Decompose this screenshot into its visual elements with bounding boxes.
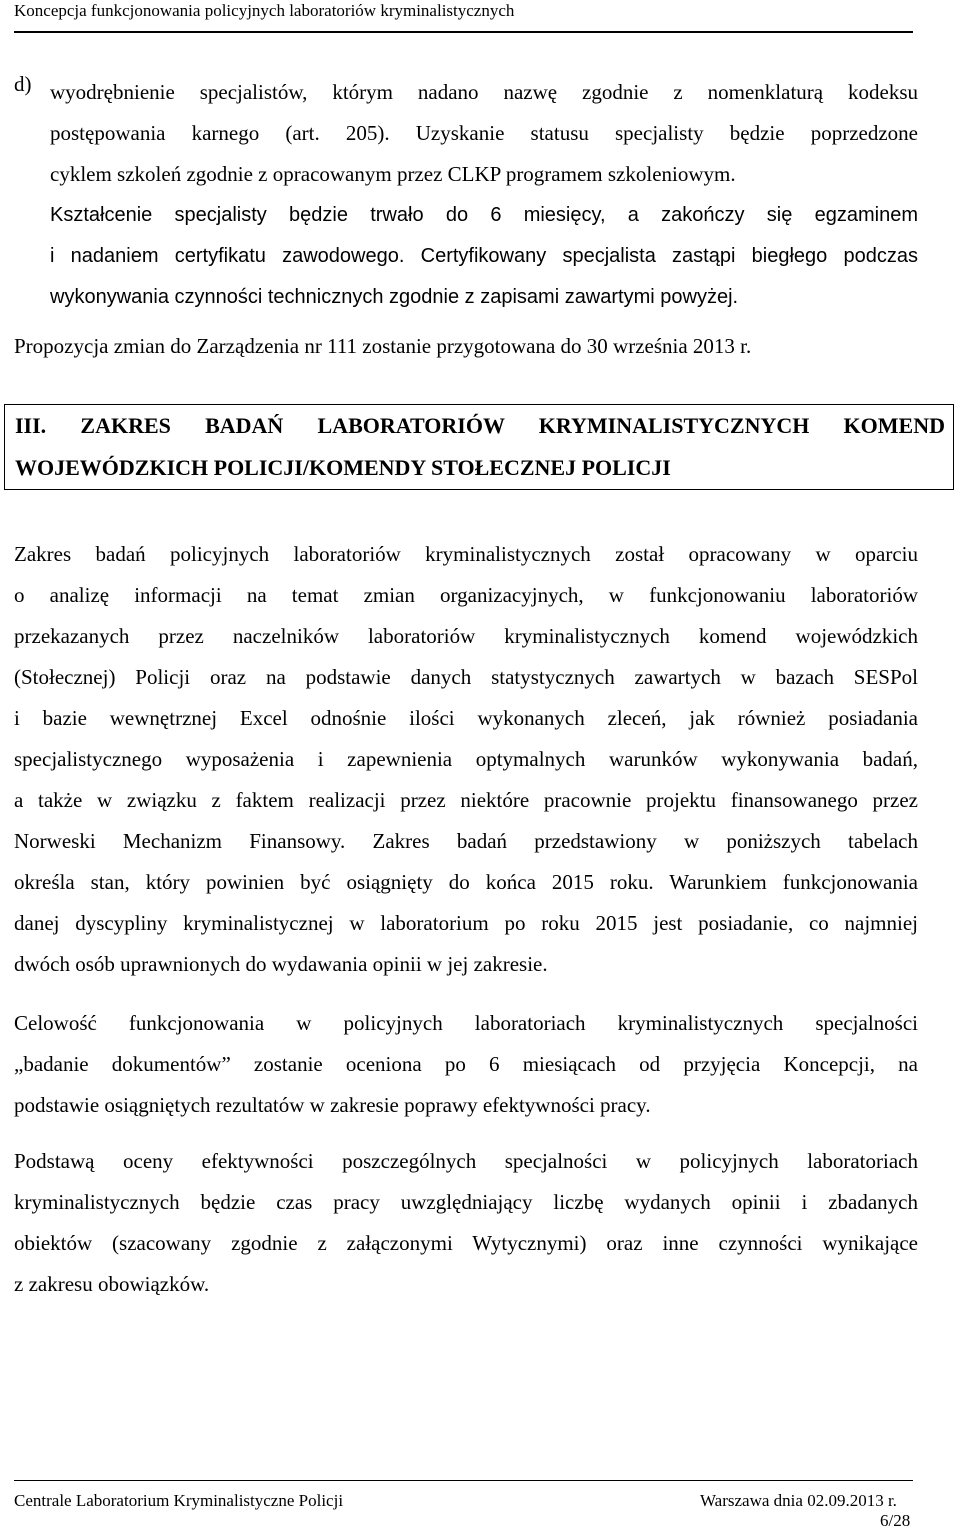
paragraph-podstawa-oceny: [14, 1141, 918, 1305]
text-line: przekazanych przez naczelników laboratoriów kryminalistycznych komend wojewódzkich: [14, 624, 918, 648]
text-line: specjalistycznego wyposażenia i zapewnienia optymalnych warunków wykonywania badań,: [14, 747, 918, 771]
text-line: wykonywania czynności technicznych zgodnie z zapisami zawartymi powyżej.: [50, 286, 739, 308]
footer-date: Warszawa dnia 02.09.2013 r.: [700, 1491, 897, 1510]
section-heading-box: [4, 404, 954, 490]
text-line: (Stołecznej) Policji oraz na podstawie danych statystycznych zawartych w bazach SESPol: [14, 665, 918, 689]
text-line: Celowość funkcjonowania w policyjnych laboratoriach kryminalistycznych specjalności: [14, 1011, 918, 1035]
text-line: Podstawą oceny efektywności poszczególnych specjalności w policyjnych laboratoriach: [14, 1149, 918, 1173]
text-line: Zakres badań policyjnych laboratoriów kryminalistycznych został opracowany w oparciu: [14, 542, 918, 566]
text-line: Kształcenie specjalisty będzie trwało do 6 miesięcy, a zakończy się egzaminem: [50, 204, 918, 226]
proposal-paragraph: [14, 326, 918, 367]
footer-rule: [14, 1480, 913, 1481]
paragraph-celowosc: [14, 1003, 918, 1126]
text-line: Propozycja zmian do Zarządzenia nr 111 zostanie przygotowana do 30 września 2013 r.: [14, 334, 752, 358]
paragraph-zakres-badan: [14, 534, 918, 985]
text-line: Norweski Mechanizm Finansowy. Zakres badań przedstawiony w poniższych tabelach: [14, 829, 918, 853]
text-line: o analizę informacji na temat zmian organizacyjnych, w funkcjonowaniu laboratoriów: [14, 583, 918, 607]
text-line: „badanie dokumentów” zostanie oceniona po 6 miesiącach od przyjęcia Koncepcji, na: [14, 1052, 918, 1076]
page-number: 6/28: [880, 1511, 911, 1530]
text-line: określa stan, który powinien być osiągnięty do końca 2015 roku. Warunkiem funkcjonowania: [14, 870, 918, 894]
text-line: z zakresu obowiązków.: [14, 1272, 210, 1296]
text-line: wyodrębnienie specjalistów, którym nadano nazwę zgodnie z nomenklaturą kodeksu: [50, 80, 918, 104]
text-line: dwóch osób uprawnionych do wydawania opinii w jej zakresie.: [14, 952, 548, 976]
text-line: obiektów (szacowany zgodnie z załączonymi Wytycznymi) oraz inne czynności wynikające: [14, 1231, 918, 1255]
text-line: i bazie wewnętrznej Excel odnośnie ilości wykonanych zleceń, jak również posiadania: [14, 706, 918, 730]
running-header-title: Koncepcja funkcjonowania policyjnych laboratoriów kryminalistycznych: [14, 1, 515, 20]
text-line: podstawie osiągniętych rezultatów w zakresie poprawy efektywności pracy.: [14, 1093, 651, 1117]
section-heading-line: III. ZAKRES BADAŃ LABORATORIÓW KRYMINALISTYCZNYCH KOMEND: [15, 413, 945, 438]
text-line: postępowania karnego (art. 205). Uzyskanie statusu specjalisty będzie poprzedzone: [50, 121, 918, 145]
text-line: i nadaniem certyfikatu zawodowego. Certyfikowany specjalista zastąpi biegłego podczas: [50, 245, 918, 267]
header-rule: [14, 31, 913, 33]
text-line: cyklem szkoleń zgodnie z opracowanym przez CLKP programem szkoleniowym.: [50, 162, 736, 186]
footer-organization: Centrale Laboratorium Kryminalistyczne Policji: [14, 1491, 344, 1510]
text-line: danej dyscypliny kryminalistycznej w laboratorium po roku 2015 jest posiadanie, co najmniej: [14, 911, 918, 935]
list-item-label: d): [14, 72, 32, 96]
section-heading-line: WOJEWÓDZKICH POLICJI/KOMENDY STOŁECZNEJ POLICJI: [15, 455, 671, 480]
list-item-d-text: [50, 72, 918, 318]
text-line: a także w związku z faktem realizacji przez niektóre pracownie projektu finansowanego przez: [14, 788, 918, 812]
text-line: kryminalistycznych będzie czas pracy uwzględniający liczbę wydanych opinii i zbadanych: [14, 1190, 918, 1214]
